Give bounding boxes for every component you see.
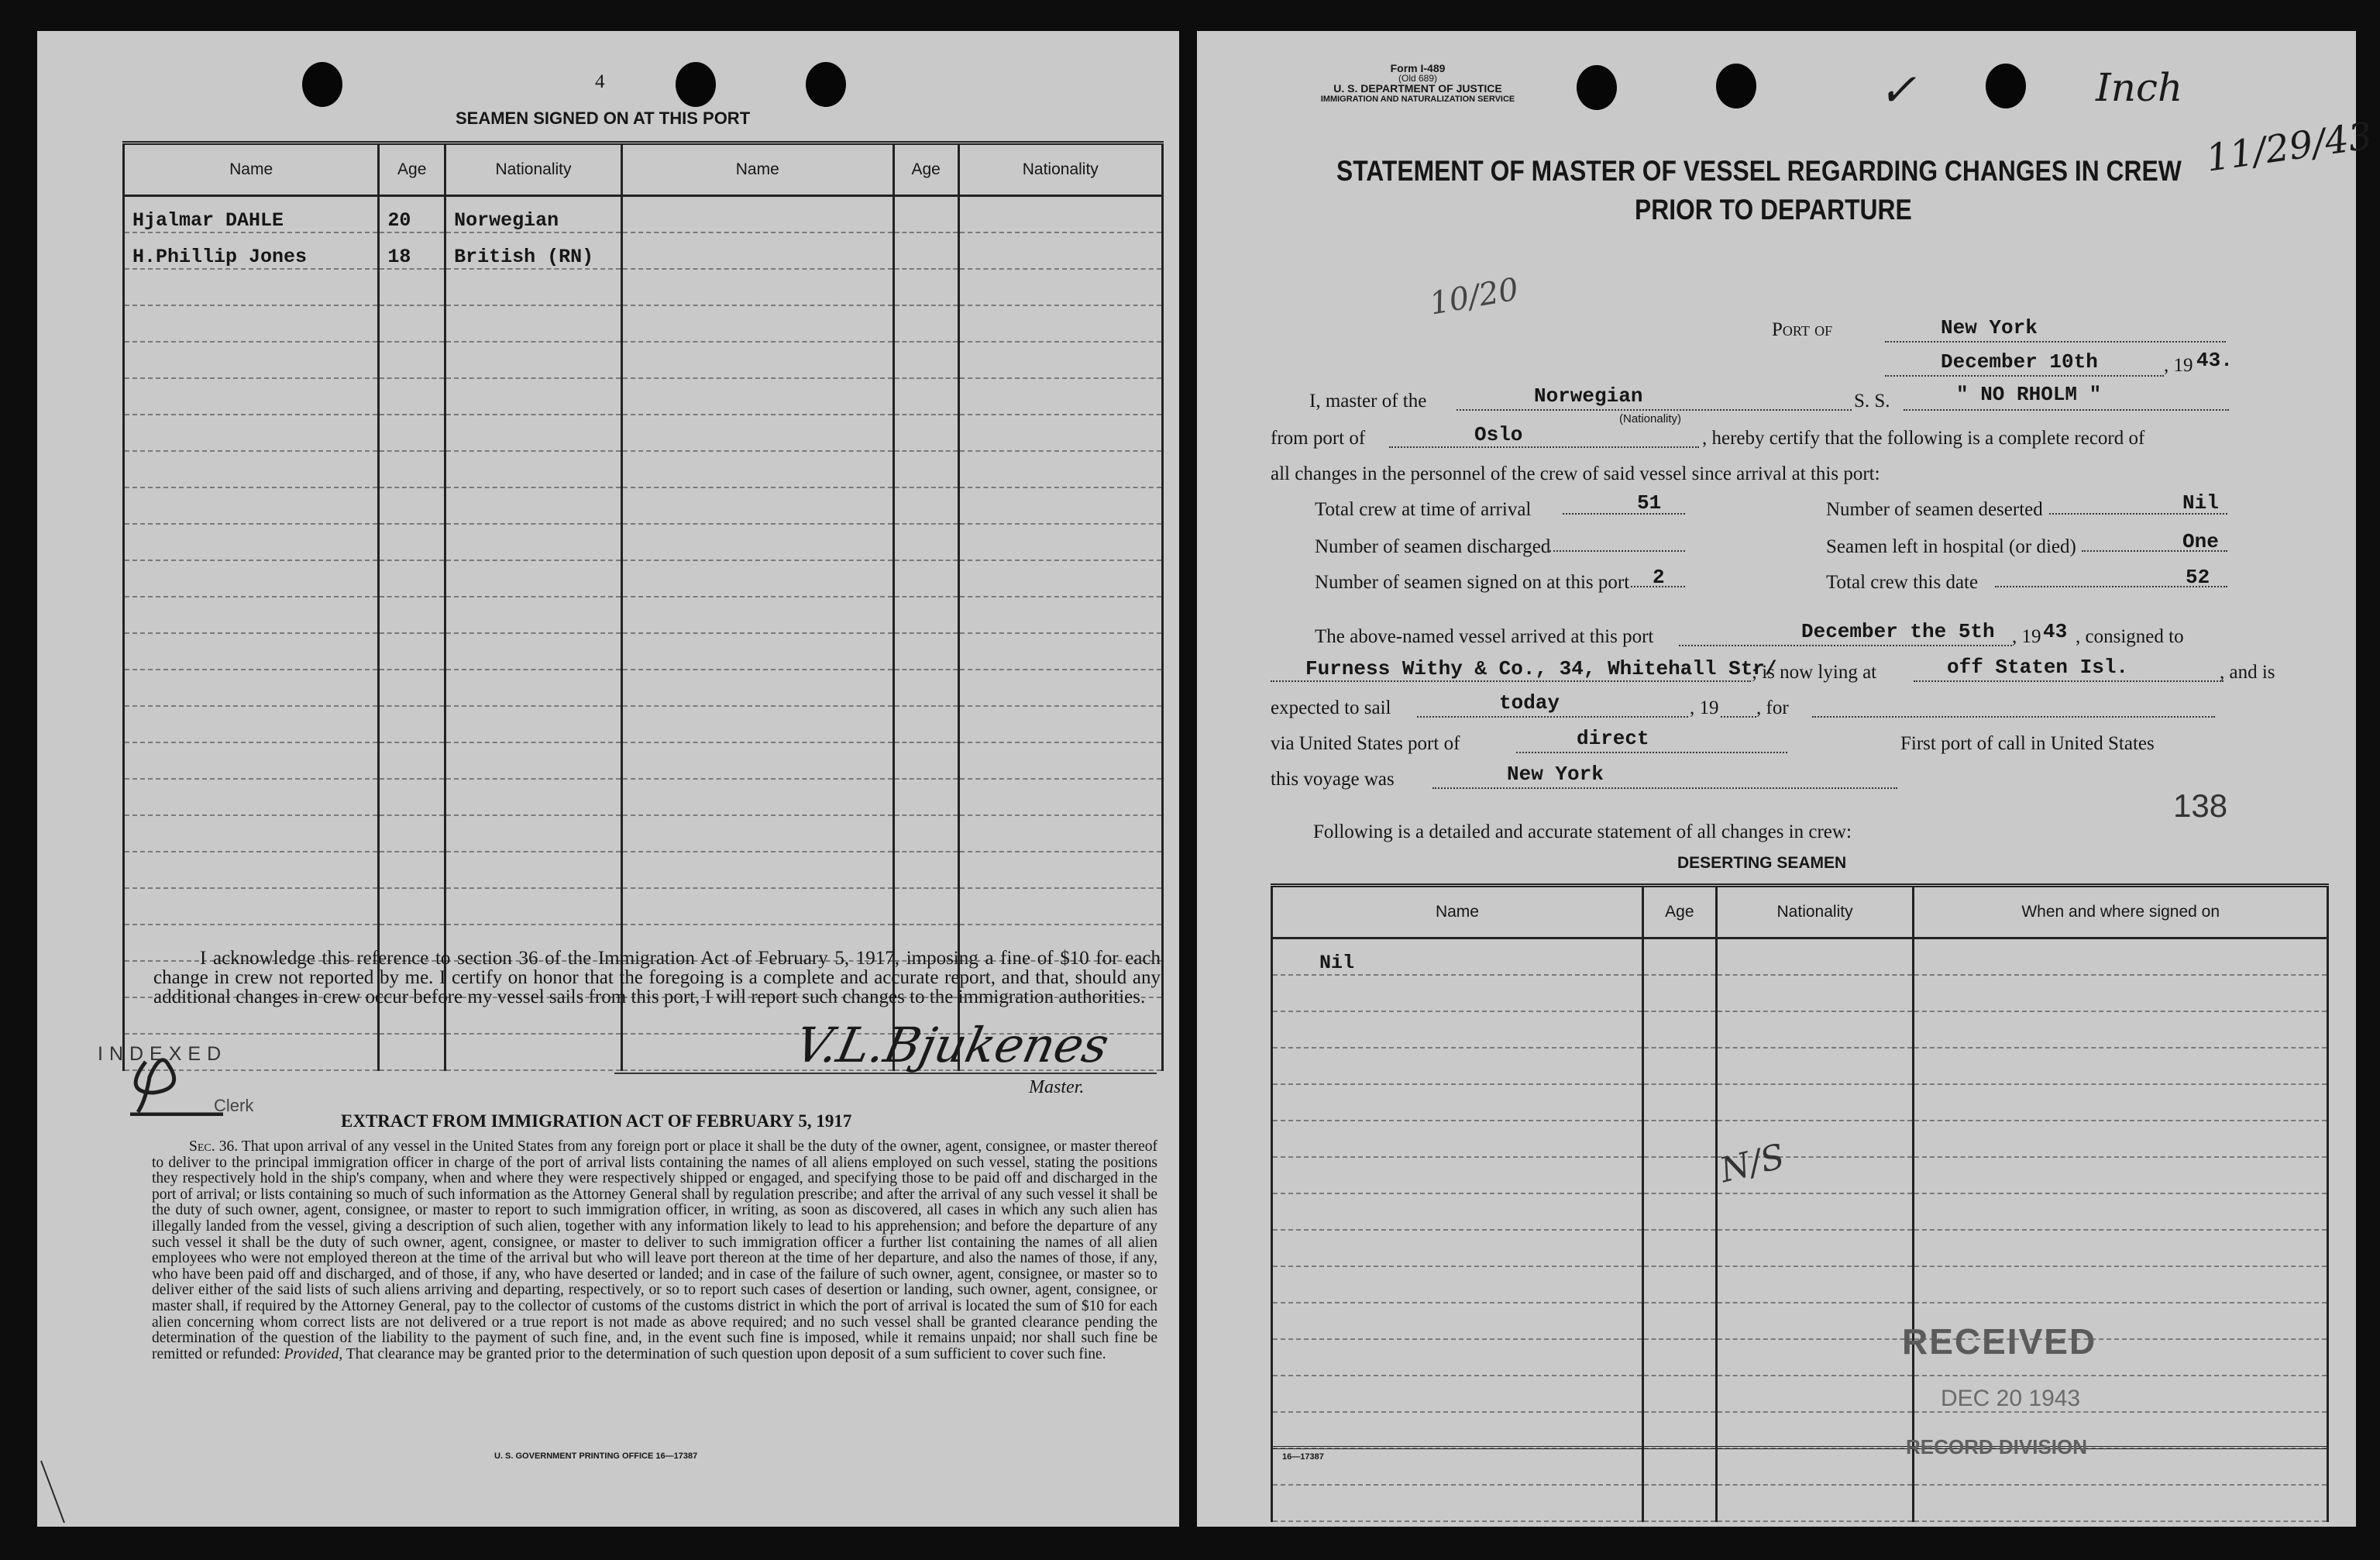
column-header: Age [893,143,958,196]
table-row [1272,1011,2328,1048]
seaman-nationality: British (RN) [445,232,622,269]
ship-name: " NO RHOLM " [1956,383,2102,406]
voyage-value: New York [1507,763,1604,786]
column-header: Nationality [445,143,622,196]
deserted-label: Number of seamen deserted [1826,499,2043,520]
table-row [124,742,1163,779]
from-port-field-line [1389,446,1699,448]
table-row [124,269,1163,305]
table-row [1272,1412,2328,1448]
arrived-field-line [1679,645,2012,646]
handwritten-note: 10/20 [1426,271,1522,322]
table-row [1272,1157,2328,1193]
arrived-value: December the 5th [1801,620,1995,643]
ss-label: S. S. [1854,391,1890,412]
port-label: Port of [1772,319,1833,340]
table-row [124,232,1163,269]
master-label: Master. [1029,1077,1085,1097]
expected-label: expected to sail [1271,697,1391,718]
signed-on-label: Number of seamen signed on at this port [1315,572,1630,593]
extract-lead: Sec. 36. [189,1138,239,1155]
total-crew-date-label: Total crew this date [1826,572,1979,593]
expected-year-line [1721,716,1756,718]
column-header: Nationality [958,143,1162,196]
table-row [1272,938,2328,976]
lying-label: ; is now lying at [1752,662,1877,683]
table-row [124,706,1163,742]
total-crew-date-value: 52 [2186,566,2210,589]
extract-body: That upon arrival of any vessel in the United States from any foreign port or place it shall be the duty of the owner, agent, consignee, or master thereof to deliver to the principal immigration officer in charge of the port of arrival lists containing the names of all aliens employed on such vessel, stating the positions they respectively hold in the ship's company, when and where they were respectively shipped or engaged, and specifying those to be paid off and discharged in the port of arrival; or lists containing so much of such information as the Attorney General shall by regulation prescribe; and after the arrival of any such vessel it shall be the duty of such owner, agent, consignee, or master to report to such immigration officer, in writing, as soon as discovered, all cases in which any such alien has illegally landed from the vessel, giving a description of such alien, together with any information likely to lead to his apprehension; and before the departure of any such vessel it shall be the duty of such owner, agent, consignee, or master to deliver to such immigration officer a further list containing the names of all alien employees who were not employed thereon at the time of the arrival but who will leave port thereon at the time of her departure, and also the names of those, if any, who have been paid off and discharged, and of those, if any, who have deserted or landed; and in case of the failure of such owner, agent, consignee, or master so to deliver either of the said lists of such aliens arriving and departing, respectively, or so to report such cases of desertion or landing, such owner, agent, consignee, or master shall, if required by the Attorney General, pay to the collector of customs of the customs district in which the port of arrival is located the sum of $10 for each alien concerning whom correct lists are not delivered or a true report is not made as above required; and no such vessel shall be granted clearance pending the determination of the question of the liability to the payment of such fine, and, in the event such fine is imposed, while it remains unpaid; nor shall such fine be remitted or refunded: [152,1138,1157,1362]
column-header: Age [1642,886,1716,938]
table-row [124,779,1163,815]
table-bottom-rule [1271,1446,2329,1449]
consignee-value: Furness Withy & Co., 34, Whitehall Str/ [1305,657,1777,680]
expected-field-line [1417,716,1688,718]
extract-tail: That clearance may be granted prior to the determination of such question upon deposit of a sum sufficient to cover such fine. [346,1345,1106,1362]
table-row [124,305,1163,342]
handwritten-mark: N/S [1716,1136,1789,1191]
section-title: SEAMEN SIGNED ON AT THIS PORT [456,108,751,128]
expected-year: , 19 [1690,697,1719,718]
date-field-line [1885,375,2164,377]
received-stamp: RECEIVED [1902,1321,2097,1362]
punch-hole [806,62,846,107]
signed-on-value: 2 [1653,566,1665,589]
nationality-value: Norwegian [1534,384,1643,408]
consignee-field-line [1271,680,1751,682]
seaman-nationality: Norwegian [445,196,622,233]
column-header: Name [1272,886,1643,938]
received-date-stamp: DEC 20 1943 [1941,1386,2081,1411]
table-row [1272,1084,2328,1121]
table-row [124,415,1163,451]
extract-text [152,1139,1157,1362]
total-crew-arrival-label: Total crew at time of arrival [1315,499,1532,520]
port-field-line [1885,341,2226,343]
table-row [1272,1485,2328,1521]
date-value: December 10th [1941,350,2098,374]
nationality-field-line [1457,409,1852,411]
column-header: Name [124,143,379,196]
seaman-name: Hjalmar DAHLE [124,196,379,233]
deserter-nationality [1716,938,1914,976]
voyage-label: this voyage was [1271,769,1395,790]
form-old-number: (Old 689) [1398,73,1438,84]
table-row [124,378,1163,415]
nationality-caption: (Nationality) [1619,412,1682,425]
year-value: 43. [2196,349,2233,372]
footer-code: 16—17387 [1282,1452,1324,1462]
table-row [124,487,1163,524]
seaman-name: H.Phillip Jones [124,232,379,269]
clerk-label: Clerk [214,1096,254,1115]
table-row [1272,1121,2328,1157]
deserter-signed-on [1914,938,2328,976]
leader-dots [1563,513,1685,515]
punch-hole [1716,64,1756,108]
following-text: Following is a detailed and accurate statement of all changes in crew: [1313,821,1852,842]
via-field-line [1516,752,1787,753]
table-header-row [1272,886,2328,938]
table-row [124,342,1163,378]
table-row [1272,1193,2328,1230]
deserter-name: Nil [1272,938,1643,976]
deserting-title: DESERTING SEAMEN [1677,854,1847,872]
printing-office: U. S. GOVERNMENT PRINTING OFFICE 16—17387 [494,1452,698,1461]
signature-line [614,1073,1157,1074]
page-corner-mark [37,1457,68,1527]
punch-hole [1577,65,1617,110]
table-row [1272,1048,2328,1084]
table-row [124,633,1163,670]
table-row [124,852,1163,888]
signed-on-table [122,141,1164,1071]
deserting-seamen-table [1271,883,2329,1522]
table-row [124,524,1163,560]
table-row [124,597,1163,633]
lying-field-line [1914,680,2224,682]
expected-value: today [1499,691,1560,715]
for-field-line [1812,716,2215,718]
ship-field-line [1904,409,2229,411]
arrived-year-prefix: , 19 [2012,626,2041,647]
extract-provided: Provided, [284,1345,343,1362]
table-row [124,451,1163,487]
master-of-the-label: I, master of the [1309,391,1427,412]
lying-value: off Staten Isl. [1947,656,2129,679]
indexed-stamp: INDEXED [98,1043,228,1065]
via-label: via United States port of [1271,733,1460,754]
right-page [1197,31,2375,1527]
hospital-value: One [2182,530,2219,553]
table-row [1272,1448,2328,1485]
table-row [1272,1303,2328,1339]
column-header: Nationality [1716,886,1914,938]
from-port-value: Oslo [1474,423,1523,446]
punch-hole [302,62,342,107]
all-changes-text: all changes in the personnel of the crew of said vessel since arrival at this port: [1271,463,1880,484]
column-header: Age [379,143,445,196]
extract-title: EXTRACT FROM IMMIGRATION ACT OF FEBRUARY 5, 1917 [341,1111,852,1131]
punch-hole [1986,64,2026,108]
handwritten-date: 11/29/43 [2203,114,2375,181]
table-row [1272,1339,2328,1376]
deserter-age [1642,938,1716,976]
page-number: 4 [595,71,605,92]
first-port-label: First port of call in United States [1900,733,2155,754]
arrived-year-value: 43 [2043,620,2068,643]
and-is-label: , and is [2220,662,2275,683]
leader-dots [1549,550,1685,552]
seaman-age: 18 [379,232,445,269]
table-row [1272,1230,2328,1266]
deserted-value: Nil [2182,491,2219,515]
form-title-line1: STATEMENT OF MASTER OF VESSEL REGARDING CHANGES IN CREW [1336,155,2182,187]
year-prefix: , 19 [2164,355,2193,376]
discharged-label: Number of seamen discharged [1315,536,1551,557]
form-number: Form I-489 [1390,62,1446,74]
port-value: New York [1941,316,2038,339]
arrived-label: The above-named vessel arrived at this port [1315,626,1654,647]
for-label: , for [1756,697,1789,718]
service-name: IMMIGRATION AND NATURALIZATION SERVICE [1320,95,1515,104]
master-signature: V.L.Bjukenes [790,1017,1114,1073]
table-row [124,888,1163,925]
via-value: direct [1577,727,1649,750]
column-header: When and where signed on [1914,886,2328,938]
seaman-age: 20 [379,196,445,233]
handwritten-initials: Inch [2096,65,2183,110]
left-page [37,31,1179,1527]
certify-text: , hereby certify that the following is a complete record of [1702,428,2145,449]
hospital-label: Seamen left in hospital (or died) [1826,536,2076,557]
page-count-stamp: 138 [2173,787,2228,824]
voyage-field-line [1432,787,1897,789]
column-header: Name [621,143,893,196]
table-row [124,670,1163,706]
acknowledgement-text: I acknowledge this reference to section 36 of the Immigration Act of February 5, 1917, imposing a fine of $10 for each change in crew not reported by me. I certify on honor that the foregoing is a complete and accurate report, and that, should any additional changes in crew occur before my vessel sails from this port, I will report such changes to the immigration authorities. [153,948,1161,1007]
check-mark: ✓ [1879,64,1917,116]
table-header-row [124,143,1163,196]
punch-hole [676,62,716,107]
table-row [124,196,1163,233]
table-row [1272,1376,2328,1412]
table-row [1272,1266,2328,1303]
table-row [1272,975,2328,1011]
department-name: U. S. DEPARTMENT OF JUSTICE [1333,82,1502,95]
consigned-label: , consigned to [2076,626,2184,647]
record-division-stamp: RECORD DIVISION [1906,1435,2088,1458]
form-title-line2: PRIOR TO DEPARTURE [1635,194,1912,226]
total-crew-arrival-value: 51 [1637,491,1662,515]
table-row [124,815,1163,852]
from-port-label: from port of [1271,428,1366,449]
table-row [124,560,1163,597]
